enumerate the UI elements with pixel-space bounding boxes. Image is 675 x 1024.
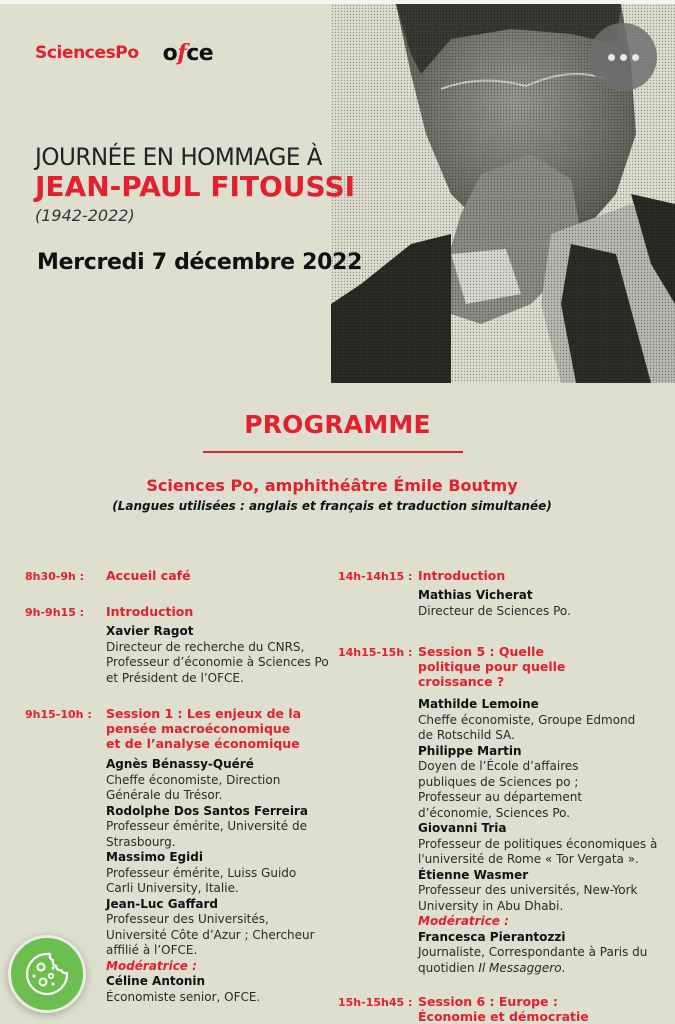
slot-title: Session 5 : Quelle politique pour quelle croissance ? xyxy=(418,644,566,689)
speaker xyxy=(418,744,675,822)
more-options-button[interactable] xyxy=(589,23,657,91)
speaker-name: Mathilde Lemoine xyxy=(418,697,539,711)
moderator-role xyxy=(418,945,658,976)
schedule-slot xyxy=(25,604,335,706)
schedule-slot xyxy=(338,568,675,644)
event-date: Mercredi 7 décembre 2022 xyxy=(37,250,363,275)
moderator-label: Modératrice : xyxy=(418,914,509,928)
slot-time: 15h-15h45 : xyxy=(338,996,413,1009)
speaker-role: Professeur des Universités, Université Côte d’Azur ; Chercheur affilié à l’OFCE. xyxy=(106,912,315,957)
speaker-role: Directeur de recherche du CNRS, Professeur d’économie à Sciences Po et Président de l’OFCE. xyxy=(106,639,329,685)
venue: Sciences Po, amphithéâtre Émile Boutmy xyxy=(146,476,518,495)
programme-heading: PROGRAMME xyxy=(244,410,431,439)
moderator-name: Céline Antonin xyxy=(106,974,206,988)
schedule-left xyxy=(25,568,335,1005)
speaker-name: Philippe Martin xyxy=(418,743,522,758)
slot-title: Session 1 : Les enjeux de la pensée macroéconomique et de l’analyse économique xyxy=(106,706,302,751)
slot-time: 9h-9h15 : xyxy=(25,606,85,619)
slot-time: 8h30-9h : xyxy=(25,570,85,583)
programme-divider xyxy=(203,451,463,453)
speaker-role: Cheffe économiste, Groupe Edmond de Rotschild SA. xyxy=(418,712,636,742)
speaker-role: Directeur de Sciences Po. xyxy=(418,603,571,618)
ofce-logo-ce: ce xyxy=(186,41,214,66)
speaker-name: Mathias Vicherat xyxy=(418,588,533,602)
speaker-role: Professeur émérite, Luiss Guido Carli University, Italie. xyxy=(106,865,297,895)
schedule-slot xyxy=(338,994,675,1024)
languages-note: (Langues utilisées : anglais et français et traduction simultanée) xyxy=(112,499,552,513)
speaker-name: Massimo Egidi xyxy=(106,850,203,864)
ofce-logo xyxy=(163,40,214,66)
speaker xyxy=(418,821,675,868)
moderator-label: Modératrice : xyxy=(106,958,197,973)
moderator-name: Francesca Pierantozzi xyxy=(418,929,566,944)
speaker-name: Agnès Bénassy-Quéré xyxy=(106,757,254,771)
newspaper-name: Il Messaggero xyxy=(478,960,562,975)
speaker xyxy=(106,624,336,686)
speaker xyxy=(106,850,335,897)
speaker-role: Professeur émérite, Université de Strasbourg. xyxy=(106,819,307,849)
schedule-right xyxy=(338,568,675,1024)
slot-title: Introduction xyxy=(418,568,506,583)
title-line-2: JEAN-PAUL FITOUSSI xyxy=(35,170,356,203)
slot-title: Accueil café xyxy=(106,568,191,583)
speaker-role: Cheffe économiste, Direction Générale du Trésor. xyxy=(106,772,281,802)
years: (1942-2022) xyxy=(35,206,135,225)
slot-title: Introduction xyxy=(106,604,194,619)
speaker-name: Xavier Ragot xyxy=(106,624,194,638)
speaker-name: Étienne Wasmer xyxy=(418,867,529,882)
speaker-name: Jean-Luc Gaffard xyxy=(106,896,218,911)
moderator-role-end: . xyxy=(561,960,566,975)
schedule-slot xyxy=(338,644,675,994)
slot-title-line-2: Économie et démocratie xyxy=(418,1009,589,1024)
speaker xyxy=(418,588,675,619)
cookie-settings-button[interactable] xyxy=(8,935,86,1013)
sciencespo-logo: SciencesPo xyxy=(35,43,139,63)
moderator-role-text: Journaliste, Correspondante à Paris du quotidien xyxy=(418,945,648,975)
ofce-logo-o: o xyxy=(162,41,178,66)
moderator xyxy=(418,930,675,977)
speaker xyxy=(106,897,335,959)
speaker-name: Giovanni Tria xyxy=(418,821,507,835)
speaker xyxy=(418,697,675,744)
slot-title: Session 6 : Europe : xyxy=(418,994,558,1009)
more-horizontal-icon-dot xyxy=(608,54,615,61)
speaker-role: Doyen de l’École d’affaires publiques de Sciences po ; Professeur au département d’économie, Sciences Po. xyxy=(418,759,583,820)
slot-time: 9h15-10h : xyxy=(25,708,92,721)
schedule-slot xyxy=(25,568,335,604)
moderator-role: Économiste senior, OFCE. xyxy=(106,989,261,1004)
speaker xyxy=(106,757,335,804)
speaker-role: Professeur de politiques économiques à l'université de Rome « Tor Vergata ». xyxy=(418,836,658,866)
ofce-logo-f: f xyxy=(177,40,187,66)
more-horizontal-icon-dot xyxy=(632,54,639,61)
speaker xyxy=(106,804,335,851)
title-line-1: JOURNÉE EN HOMMAGE À xyxy=(35,143,323,171)
speaker-name: Rodolphe Dos Santos Ferreira xyxy=(106,803,308,818)
cookie-icon xyxy=(24,951,70,997)
slot-time: 14h-14h15 : xyxy=(338,570,413,583)
slot-time: 14h15-15h : xyxy=(338,646,413,659)
logos xyxy=(35,40,213,66)
speaker-role: Professeur des universités, New-York University in Abu Dhabi. xyxy=(418,883,638,913)
more-horizontal-icon-dot xyxy=(620,54,627,61)
moderator xyxy=(106,974,335,1005)
speaker xyxy=(418,868,675,915)
